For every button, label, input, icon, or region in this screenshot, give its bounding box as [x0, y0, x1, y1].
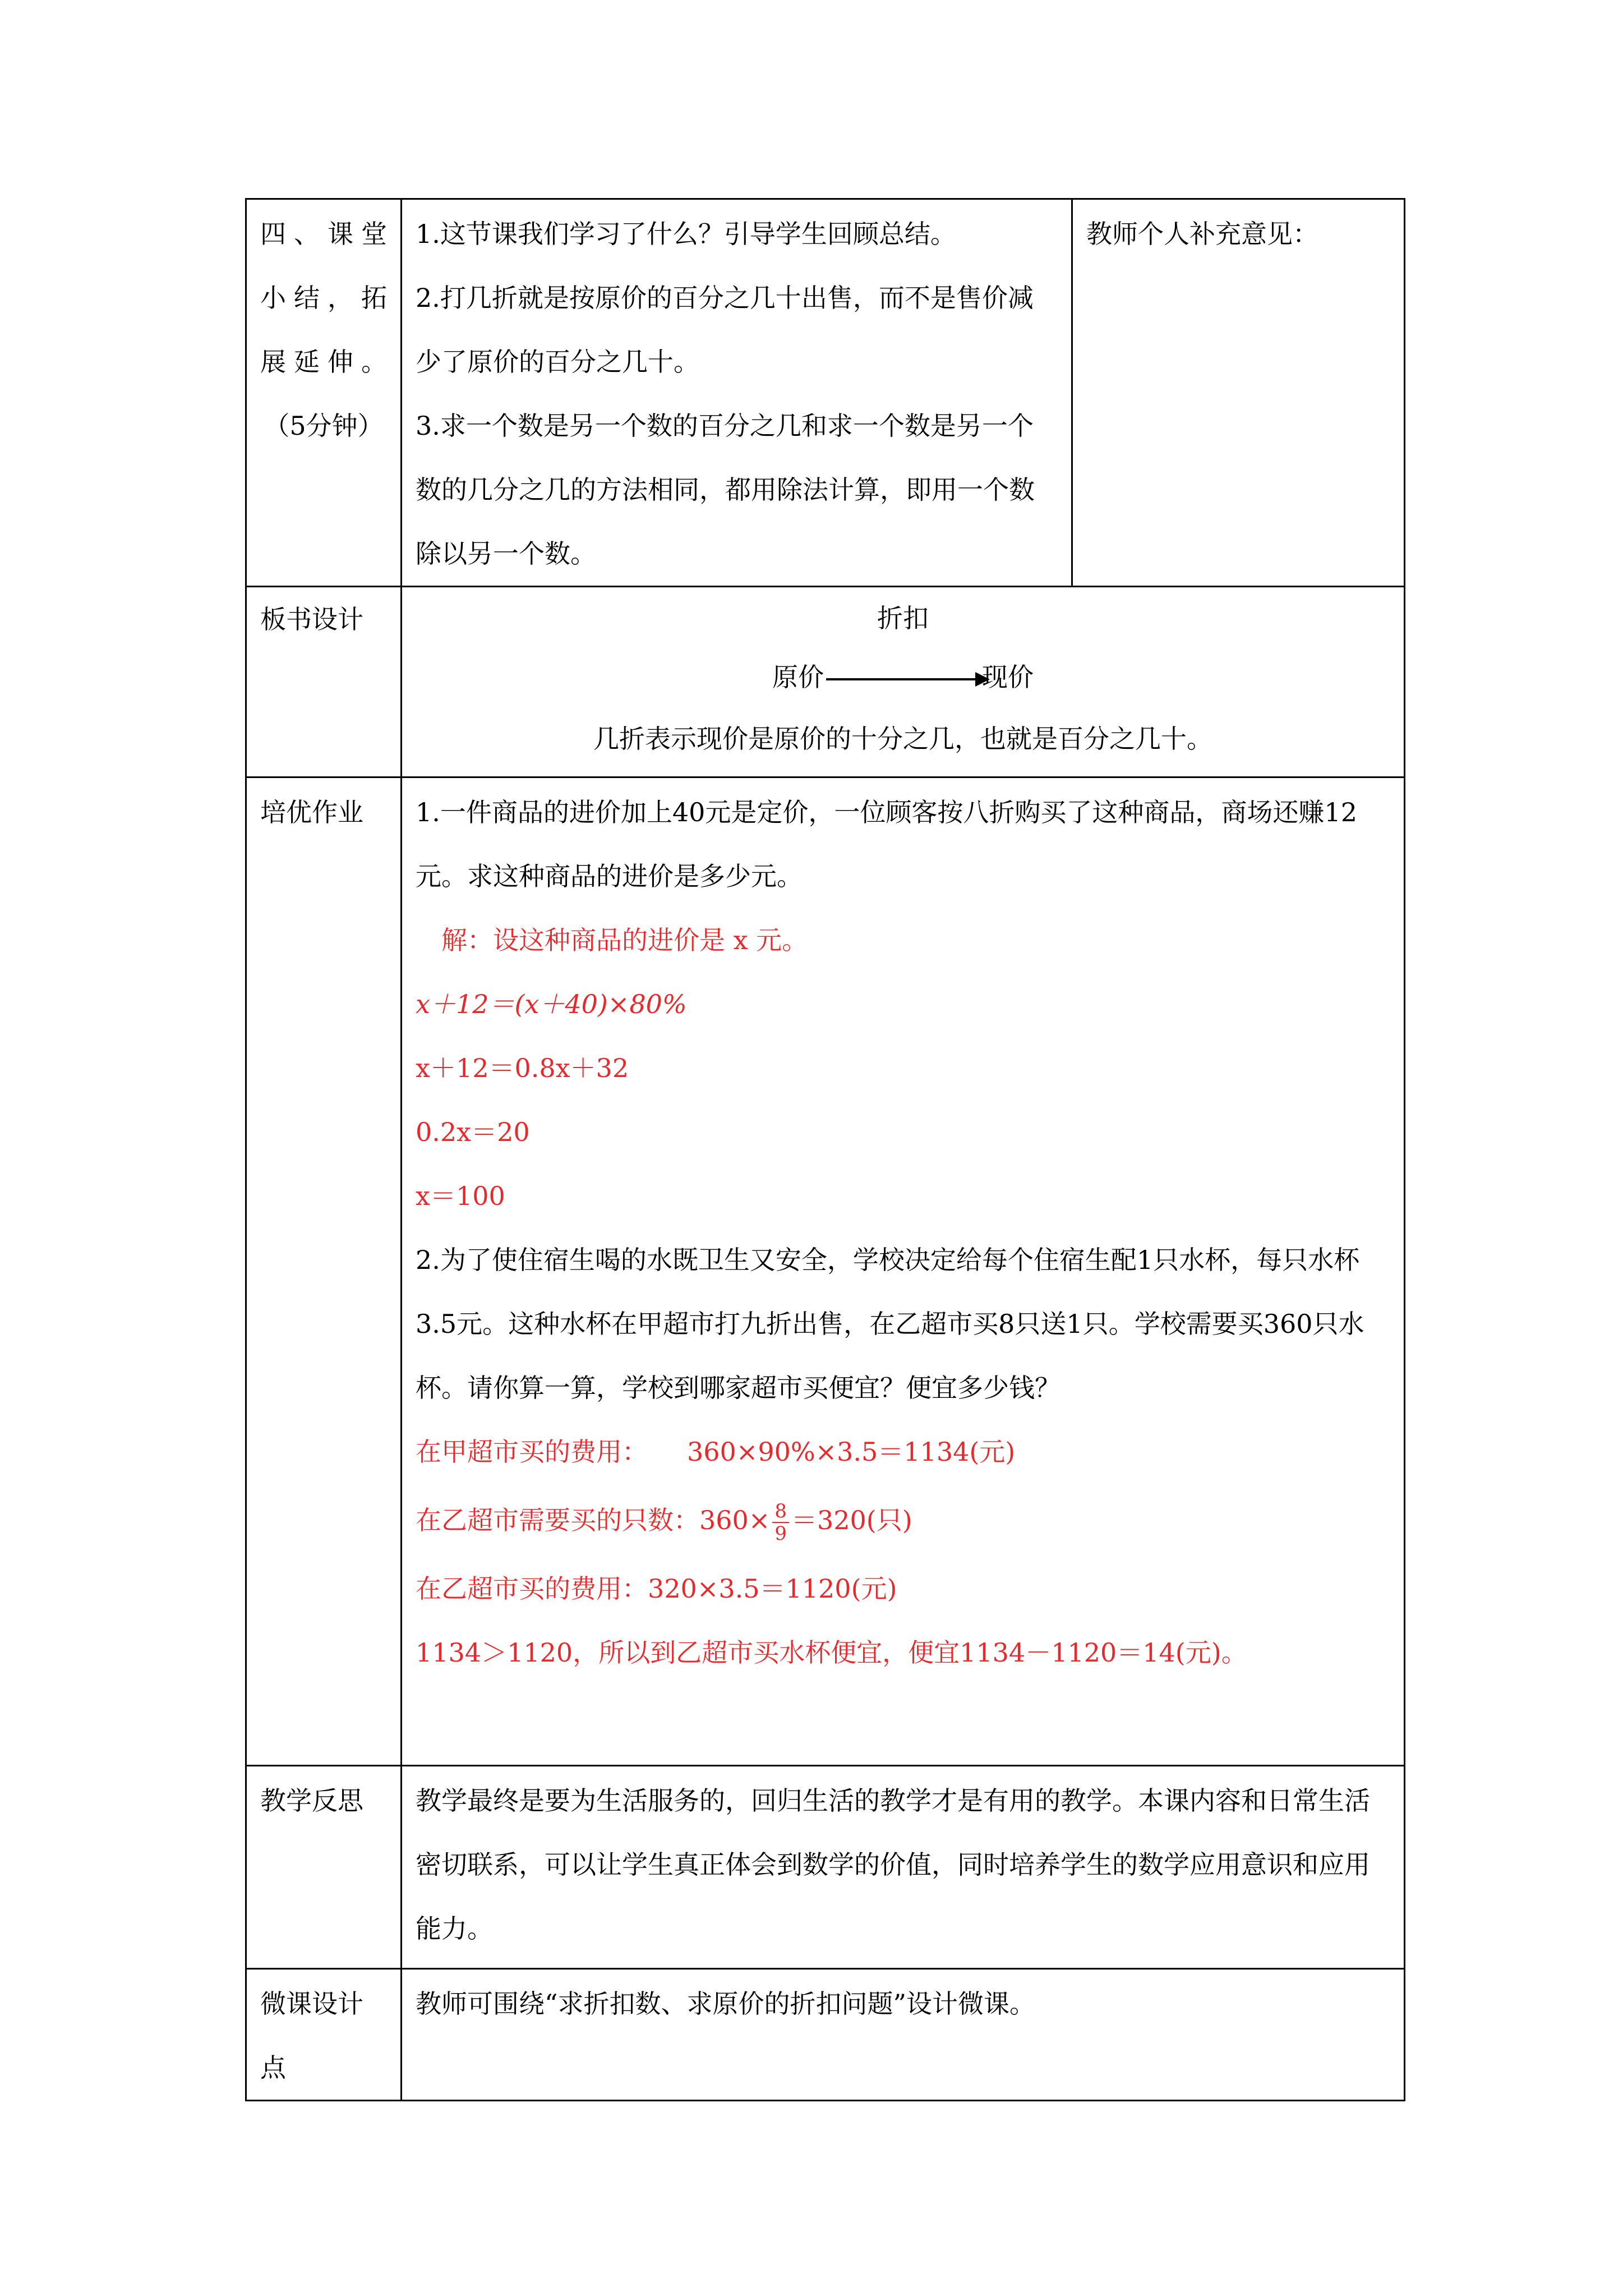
lesson-plan-table [245, 198, 1405, 2101]
board-note: 几折表示现价是原价的十分之几，也就是百分之几十。 [593, 724, 1212, 754]
board-content [402, 587, 1405, 777]
q2-line1-label: 在甲超市买的费用： [416, 1437, 648, 1467]
homework-content [402, 777, 1405, 1766]
board-label: 板书设计 [246, 587, 402, 777]
fraction-denominator: 9 [774, 1522, 787, 1545]
summary-point: 3.求一个数是另一个数的百分之几和求一个数是另一个数的几分之几的方法相同，都用除法计算，即用一个数除以另一个数。 [416, 411, 1035, 569]
homework-label: 培优作业 [246, 777, 402, 1766]
arrow-icon [826, 678, 979, 680]
q2-answer-line [416, 1484, 1390, 1557]
question-2: 2.为了使住宿生喝的水既卫生又安全，学校决定给每个住宿生配1只水杯，每只水杯3.5元。这种水杯在甲超市打九折出售，在乙超市买8只送1只。学校需要买360只水杯。请你算一算，学校到哪家超市买便宜？便宜多少钱？ [416, 1245, 1364, 1403]
q2-line2-pre: 360× [699, 1505, 771, 1535]
q1-answer-line: x＋12＝(x＋40)×80% [416, 989, 687, 1019]
summary-label-line: 小结，拓 [260, 283, 387, 313]
summary-label-line: （5分钟） [264, 411, 384, 441]
q2-line2-label: 在乙超市需要买的只数： [416, 1505, 699, 1535]
q1-answer-line: x＝100 [416, 1181, 505, 1211]
microlesson-text: 教师可围绕“求折扣数、求原价的折扣问题”设计微课。 [402, 1969, 1405, 2101]
question-1: 1.一件商品的进价加上40元是定价，一位顾客按八折购买了这种商品，商场还赚12元。求这种商品的进价是多少元。 [416, 797, 1357, 891]
q1-answer-line: x＋12＝0.8x＋32 [416, 1053, 629, 1083]
q2-line2-post: ＝320(只) [791, 1505, 912, 1535]
summary-content [402, 199, 1072, 587]
teacher-note-label: 教师个人补充意见： [1086, 219, 1318, 249]
summary-point: 1.这节课我们学习了什么？引导学生回顾总结。 [416, 219, 956, 249]
current-price-label: 现价 [982, 662, 1034, 692]
reflection-label: 教学反思 [246, 1766, 402, 1969]
teacher-note-cell [1072, 199, 1405, 587]
summary-label [246, 199, 402, 587]
q2-answer-line [416, 1420, 1390, 1484]
q1-answer-line: 解：设这种商品的进价是 x 元。 [441, 925, 808, 955]
reflection-text: 教学最终是要为生活服务的，回归生活的教学才是有用的教学。本课内容和日常生活密切联系，可以让学生真正体会到数学的价值，同时培养学生的数学应用意识和应用能力。 [402, 1766, 1405, 1969]
fraction [772, 1501, 789, 1544]
summary-label-line: 四、课堂 [260, 219, 387, 249]
fraction-numerator: 8 [772, 1501, 789, 1523]
q2-answer-line: 在乙超市买的费用：320×3.5＝1120(元) [416, 1573, 897, 1604]
board-title: 折扣 [877, 603, 929, 633]
homework-row [246, 777, 1405, 1766]
board-diagram [416, 649, 1390, 705]
summary-label-line: 展延伸。 [260, 347, 387, 377]
microlesson-row [246, 1969, 1405, 2101]
reflection-row [246, 1766, 1405, 1969]
board-row [246, 587, 1405, 777]
q1-answer-line: 0.2x＝20 [416, 1117, 530, 1147]
q2-line1-calc: 360×90%×3.5＝1134(元) [687, 1437, 1016, 1467]
original-price-label: 原价 [772, 662, 824, 692]
q2-answer-line: 1134＞1120，所以到乙超市买水杯便宜，便宜1134－1120＝14(元)。 [416, 1637, 1247, 1668]
summary-point: 2.打几折就是按原价的百分之几十出售，而不是售价减少了原价的百分之几十。 [416, 283, 1034, 377]
summary-row [246, 199, 1405, 587]
microlesson-label: 微课设计点 [246, 1969, 402, 2101]
